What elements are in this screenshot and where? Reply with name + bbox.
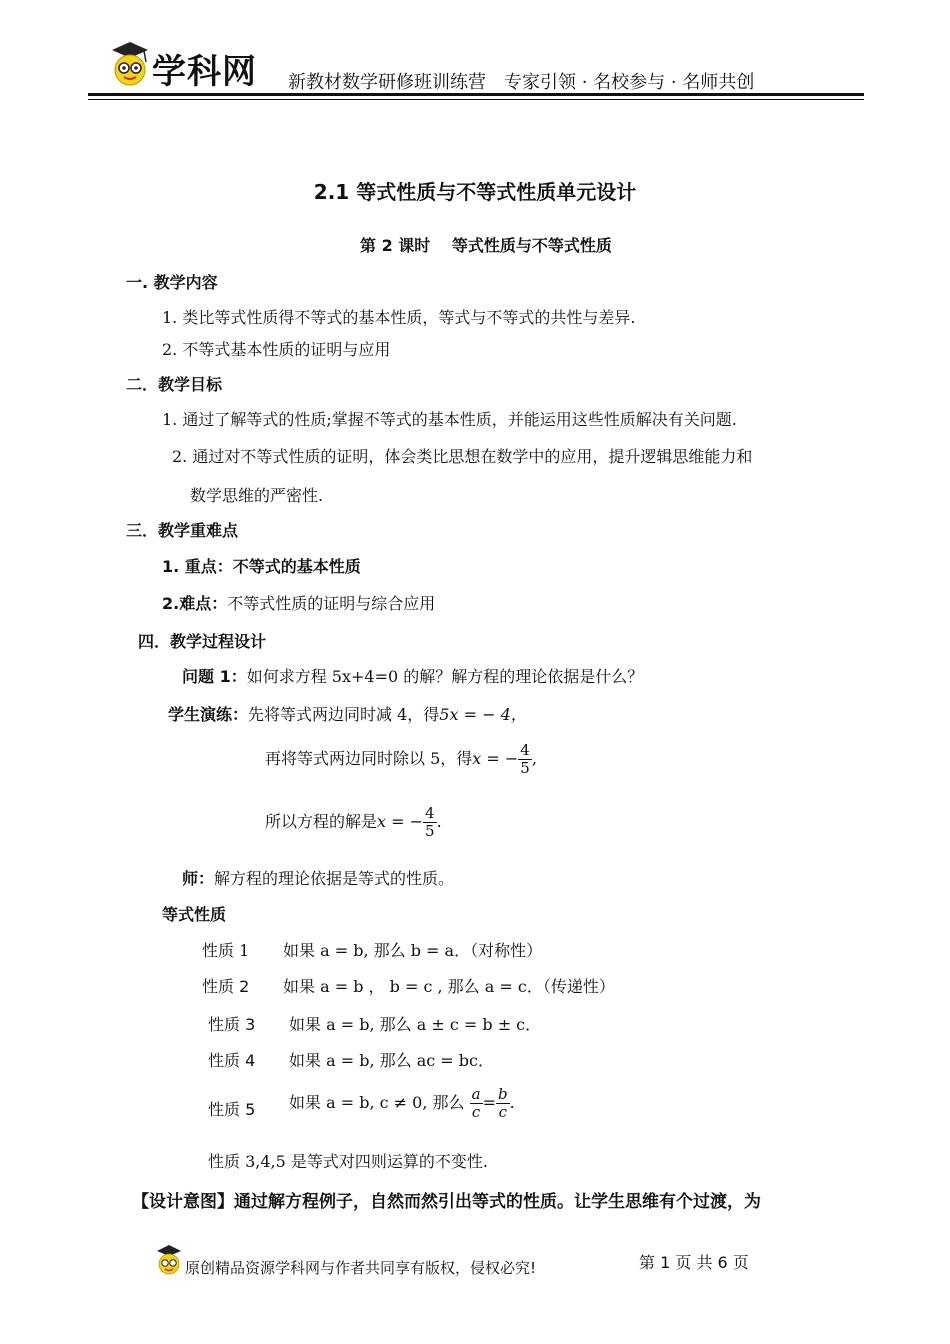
question-1-label: 问题 1： (182, 667, 247, 686)
lesson-subtitle: 第 2 课时 等式性质与不等式性质 (360, 236, 612, 255)
section3-heading: 三．教学重难点 (126, 521, 239, 540)
student-step2-math: x = − (472, 749, 519, 768)
teacher-label: 师： (182, 869, 215, 888)
property-3-text: 如果 a = b, 那么 a ± c = b ± c． (289, 1015, 542, 1034)
document-title: 2.1 等式性质与不等式性质单元设计 (313, 180, 637, 204)
property-5-condition: 如果 a = b, c ≠ 0, 那么 (289, 1093, 465, 1112)
fraction-denominator: 5 (425, 822, 435, 840)
mascot-footer-icon (155, 1244, 183, 1278)
property-4-label: 性质 4 (208, 1051, 256, 1070)
header-rule-thin (88, 99, 864, 100)
key-point: 1. 重点：不等式的基本性质 (162, 557, 361, 576)
fraction (496, 1086, 510, 1121)
property-5-label: 性质 5 (208, 1100, 256, 1119)
question-1-text: 如何求方程 5x+4=0 的解？解方程的理论依据是什么？ (246, 667, 644, 686)
fraction-numerator: 4 (520, 741, 530, 759)
header-rule-thick (88, 93, 864, 96)
student-practice-line1 (168, 702, 527, 725)
student-practice-line3 (265, 805, 442, 840)
header-slogan: 新教材数学研修班训练营 专家引领 · 名校参与 · 名师共创 (288, 72, 755, 93)
punct: , (531, 749, 537, 768)
fraction-denominator: 5 (520, 759, 530, 777)
student-step1-text: 先将等式两边同时减 4，得 (248, 705, 440, 724)
property-1-text: 如果 a = b, 那么 b = a．（对称性） (283, 941, 543, 960)
fraction-numerator: b (497, 1085, 508, 1103)
student-step3-math: x = − (377, 812, 424, 831)
invariance-note: 性质 3,4,5 是等式对四则运算的不变性. (208, 1152, 488, 1171)
fraction (518, 742, 532, 777)
design-intent (132, 1187, 761, 1212)
property-1-label: 性质 1 (202, 941, 250, 960)
property-2-text: 如果 a = b ， b = c , 那么 a = c．（传递性） (283, 977, 615, 996)
student-step3-text: 所以方程的解是 (265, 812, 378, 831)
student-practice-line2 (265, 742, 537, 777)
logo-text: 学科网 (152, 52, 257, 92)
mascot-logo-icon (108, 40, 152, 90)
fraction-numerator: 4 (425, 804, 435, 822)
section2-item2-line2: 数学思维的严密性. (190, 486, 324, 505)
fraction-denominator: c (471, 1103, 481, 1121)
question-1 (182, 664, 643, 687)
difficult-label: 2.难点： (162, 594, 228, 613)
property-5-text (289, 1086, 515, 1121)
student-practice-label: 学生演练： (168, 705, 249, 724)
property-4-text: 如果 a = b, 那么 ac = bc． (289, 1051, 494, 1070)
fraction (470, 1086, 483, 1121)
footer-page-number: 第 1 页 共 6 页 (639, 1253, 749, 1272)
section2-item1: 1. 通过了解等式的性质;掌握不等式的基本性质，并能运用这些性质解决有关问题. (162, 410, 737, 429)
punct: . (436, 812, 442, 831)
design-intent-text: 通过解方程例子，自然而然引出等式的性质。让学生思维有个过渡，为 (234, 1192, 761, 1212)
section1-item1: 1. 类比等式性质得不等式的基本性质，等式与不等式的共性与差异. (162, 308, 636, 327)
section2-item2-line1: 2. 通过对不等式性质的证明，体会类比思想在数学中的应用，提升逻辑思维能力和 (172, 447, 753, 466)
teacher-text: 解方程的理论依据是等式的性质。 (214, 869, 455, 888)
equality-properties-heading: 等式性质 (162, 905, 227, 924)
section1-heading: 一. 教学内容 (126, 273, 218, 292)
difficult-text: 不等式性质的证明与综合应用 (227, 594, 436, 613)
fraction (423, 805, 437, 840)
property-2-label: 性质 2 (202, 977, 250, 996)
student-step1-math: 5x = − 4， (439, 705, 527, 724)
difficult-point (162, 591, 435, 614)
student-step2-text: 再将等式两边同时除以 5，得 (265, 749, 473, 768)
section4-heading: 四．教学过程设计 (138, 632, 267, 651)
design-intent-label: 【设计意图】 (132, 1192, 234, 1212)
property-3-label: 性质 3 (208, 1015, 256, 1034)
punct: . (509, 1093, 515, 1112)
section2-heading: 二．教学目标 (126, 375, 223, 394)
section1-item2: 2. 不等式基本性质的证明与应用 (162, 340, 391, 359)
fraction-numerator: a (471, 1085, 481, 1103)
footer-copyright: 原创精品资源学科网与作者共同享有版权，侵权必究! (185, 1259, 537, 1277)
teacher-remark (182, 866, 454, 889)
equals-sign: = (482, 1093, 496, 1112)
fraction-denominator: c (498, 1103, 507, 1121)
